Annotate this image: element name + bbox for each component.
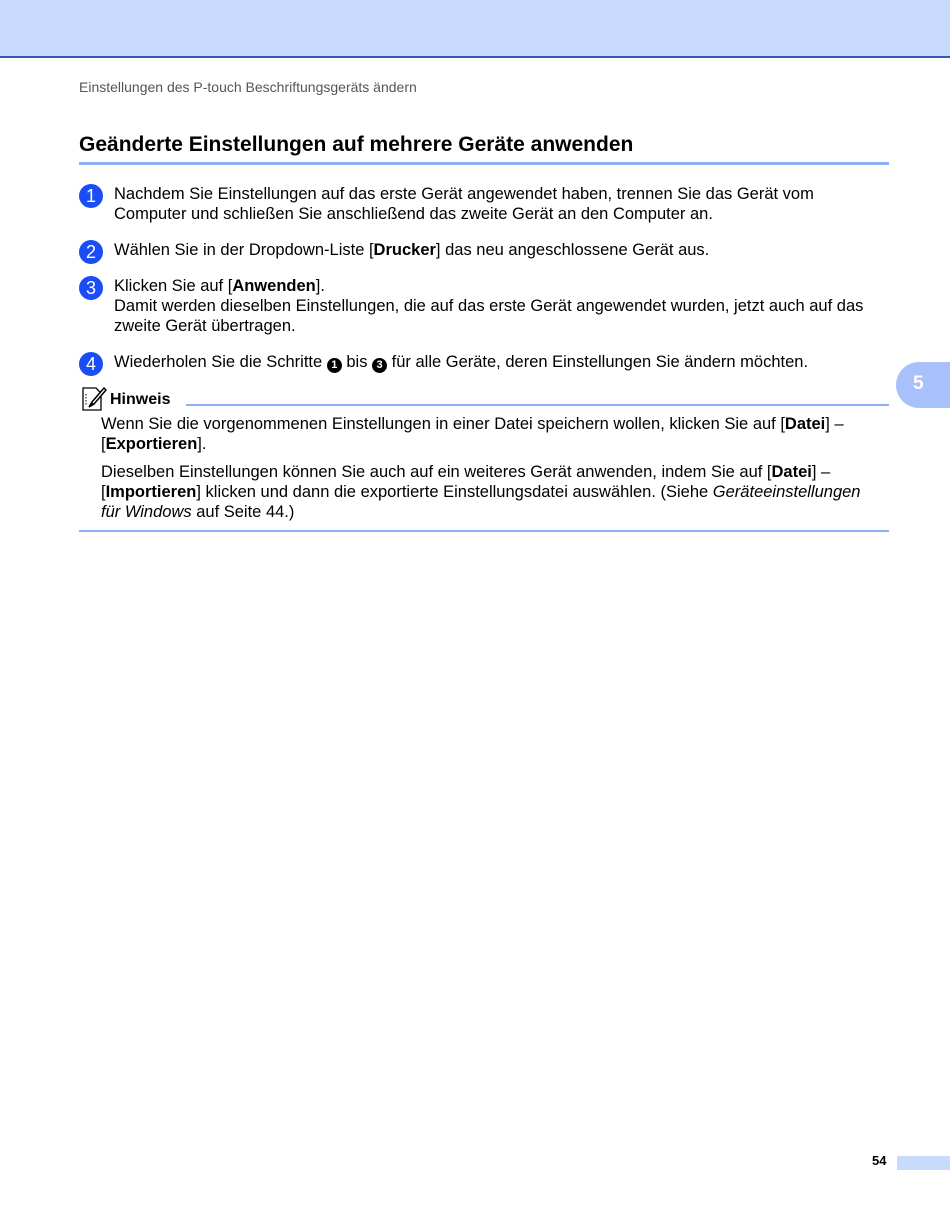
- cross-reference-title: für Windows: [101, 503, 192, 521]
- step-number-badge: 1: [79, 184, 103, 208]
- text-run: Klicken Sie auf [: [114, 277, 233, 295]
- step-text: [114, 184, 889, 224]
- text-run: ] klicken und dann die exportierte Einstellungsdatei auswählen. (Siehe: [196, 483, 713, 501]
- step-number-badge: 2: [79, 240, 103, 264]
- text-run: Dieselben Einstellungen können Sie auch auf ein weiteres Gerät anwenden, indem Sie auf [: [101, 463, 772, 481]
- running-header: Einstellungen des P-touch Beschriftungsgeräts ändern: [79, 79, 417, 95]
- title-underline: [79, 162, 889, 165]
- header-band: [0, 0, 950, 58]
- text-run: ].: [315, 277, 325, 295]
- note-body: [101, 414, 889, 530]
- note-paragraph: [101, 462, 889, 522]
- note-bottom-rule: [79, 530, 889, 532]
- step-number-badge: 4: [79, 352, 103, 376]
- text-run: ] –: [811, 463, 831, 481]
- ui-term-exportieren: Exportieren: [105, 435, 198, 453]
- page-number: 54: [872, 1153, 887, 1168]
- step-text: [114, 240, 889, 260]
- step-line: [114, 276, 889, 296]
- step-text: [114, 352, 889, 373]
- step-reference-badge: 1: [327, 358, 342, 373]
- ui-term-importieren: Importieren: [105, 483, 197, 501]
- text-run: ] –: [825, 415, 844, 433]
- step-detail-line: zweite Gerät übertragen.: [114, 317, 296, 335]
- ui-term-datei: Datei: [784, 415, 826, 433]
- chapter-tab: [896, 362, 950, 408]
- step-line: Computer und schließen Sie anschließend das zweite Gerät an den Computer an.: [114, 205, 713, 223]
- section-title: Geänderte Einstellungen auf mehrere Geräte anwenden: [79, 133, 634, 156]
- footer-bar: [897, 1156, 950, 1170]
- ui-term-drucker: Drucker: [373, 241, 436, 259]
- cross-reference-title: Geräteeinstellungen: [712, 483, 861, 501]
- text-run: Wiederholen Sie die Schritte: [114, 353, 327, 371]
- note-top-rule: [186, 404, 889, 406]
- text-run: auf Seite 44.): [191, 503, 295, 521]
- ui-term-datei: Datei: [771, 463, 812, 481]
- text-run: [: [101, 483, 106, 501]
- note-label: Hinweis: [110, 391, 171, 408]
- text-run: ].: [197, 435, 207, 453]
- step-line: Nachdem Sie Einstellungen auf das erste Gerät angewendet haben, trennen Sie das Gerät vom: [114, 185, 814, 203]
- step-text: [114, 276, 889, 336]
- ui-term-anwenden: Anwenden: [232, 277, 316, 295]
- step-number-badge: 3: [79, 276, 103, 300]
- text-run: Wenn Sie die vorgenommenen Einstellungen in einer Datei speichern wollen, klicken Sie auf [: [101, 415, 785, 433]
- text-run: für alle Geräte, deren Einstellungen Sie ändern möchten.: [387, 353, 809, 371]
- step-line: [114, 240, 889, 260]
- chapter-number: 5: [913, 373, 924, 394]
- step-reference-badge: 3: [372, 358, 387, 373]
- step-line: [114, 352, 889, 373]
- pencil-note-icon: [79, 385, 107, 413]
- text-run: bis: [341, 353, 373, 371]
- note-paragraph: [101, 414, 889, 454]
- text-run: [: [101, 435, 106, 453]
- text-run: Wählen Sie in der Dropdown-Liste [: [114, 241, 374, 259]
- text-run: ] das neu angeschlossene Gerät aus.: [435, 241, 710, 259]
- step-detail-line: Damit werden dieselben Einstellungen, die auf das erste Gerät angewendet wurden, jetzt auch auf das: [114, 297, 864, 315]
